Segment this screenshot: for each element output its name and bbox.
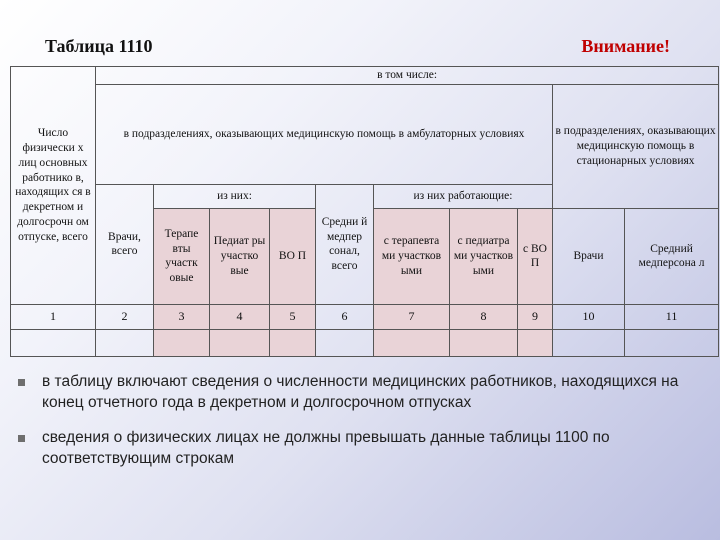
form-table xyxy=(10,66,719,357)
header-total-persons: Число физически х лиц основных работнико в, находящих ся в декретном и долгосрочн ом отпуске, всего xyxy=(11,67,96,305)
list-item xyxy=(18,428,708,470)
header-mid-staff-total: Средни й медпер сонал, всего xyxy=(316,184,374,304)
header-pediatricians: Педиат ры участко вые xyxy=(210,208,270,304)
table-cell xyxy=(625,329,719,356)
col-number: 6 xyxy=(316,304,374,329)
header-ambulatory: в подразделениях, оказывающих медицинскую помощь в амбулаторных условиях xyxy=(96,84,553,184)
bullet-square-icon xyxy=(18,435,25,442)
col-number: 2 xyxy=(96,304,154,329)
table-cell xyxy=(553,329,625,356)
list-item xyxy=(18,372,708,414)
col-number: 9 xyxy=(518,304,553,329)
header-doctors: Врачи xyxy=(553,208,625,304)
col-number: 11 xyxy=(625,304,719,329)
table-cell xyxy=(518,329,553,356)
header-with-gp: с ВО П xyxy=(518,208,553,304)
header-therapists: Терапе вты участк овые xyxy=(154,208,210,304)
header-doctors-total: Врачи, всего xyxy=(96,184,154,304)
header-gp: ВО П xyxy=(270,208,316,304)
header-of-them: из них: xyxy=(154,184,316,208)
col-number: 3 xyxy=(154,304,210,329)
note-text: сведения о физических лицах не должны превышать данные таблицы 1100 по соответствующим строкам xyxy=(42,428,610,467)
bullet-square-icon xyxy=(18,379,25,386)
table-cell xyxy=(154,329,210,356)
table-title: Таблица 1110 xyxy=(45,36,153,56)
table-cell xyxy=(374,329,450,356)
col-number: 5 xyxy=(270,304,316,329)
header-including: в том числе: xyxy=(96,67,719,85)
warning-label: Внимание! xyxy=(581,36,670,56)
notes-list xyxy=(18,372,708,484)
header-with-therapists: с терапевта ми участков ыми xyxy=(374,208,450,304)
table-cell xyxy=(11,329,96,356)
table-cell xyxy=(210,329,270,356)
note-text: в таблицу включают сведения о численности медицинских работников, находящихся на конец отчетного года в декретном и долгосрочном отпусках xyxy=(42,373,679,411)
header-mid-staff: Средний медперсона л xyxy=(625,208,719,304)
col-number: 10 xyxy=(553,304,625,329)
header-of-them-working: из них работающие: xyxy=(374,184,553,208)
table-cell xyxy=(450,329,518,356)
table-cell xyxy=(96,329,154,356)
col-number: 7 xyxy=(374,304,450,329)
header-with-pediatricians: с педиатра ми участков ыми xyxy=(450,208,518,304)
col-number: 8 xyxy=(450,304,518,329)
header-inpatient: в подразделениях, оказывающих медицинскую помощь в стационарных условиях xyxy=(553,84,719,208)
table-cell xyxy=(270,329,316,356)
col-number: 1 xyxy=(11,304,96,329)
col-number: 4 xyxy=(210,304,270,329)
table-cell xyxy=(316,329,374,356)
